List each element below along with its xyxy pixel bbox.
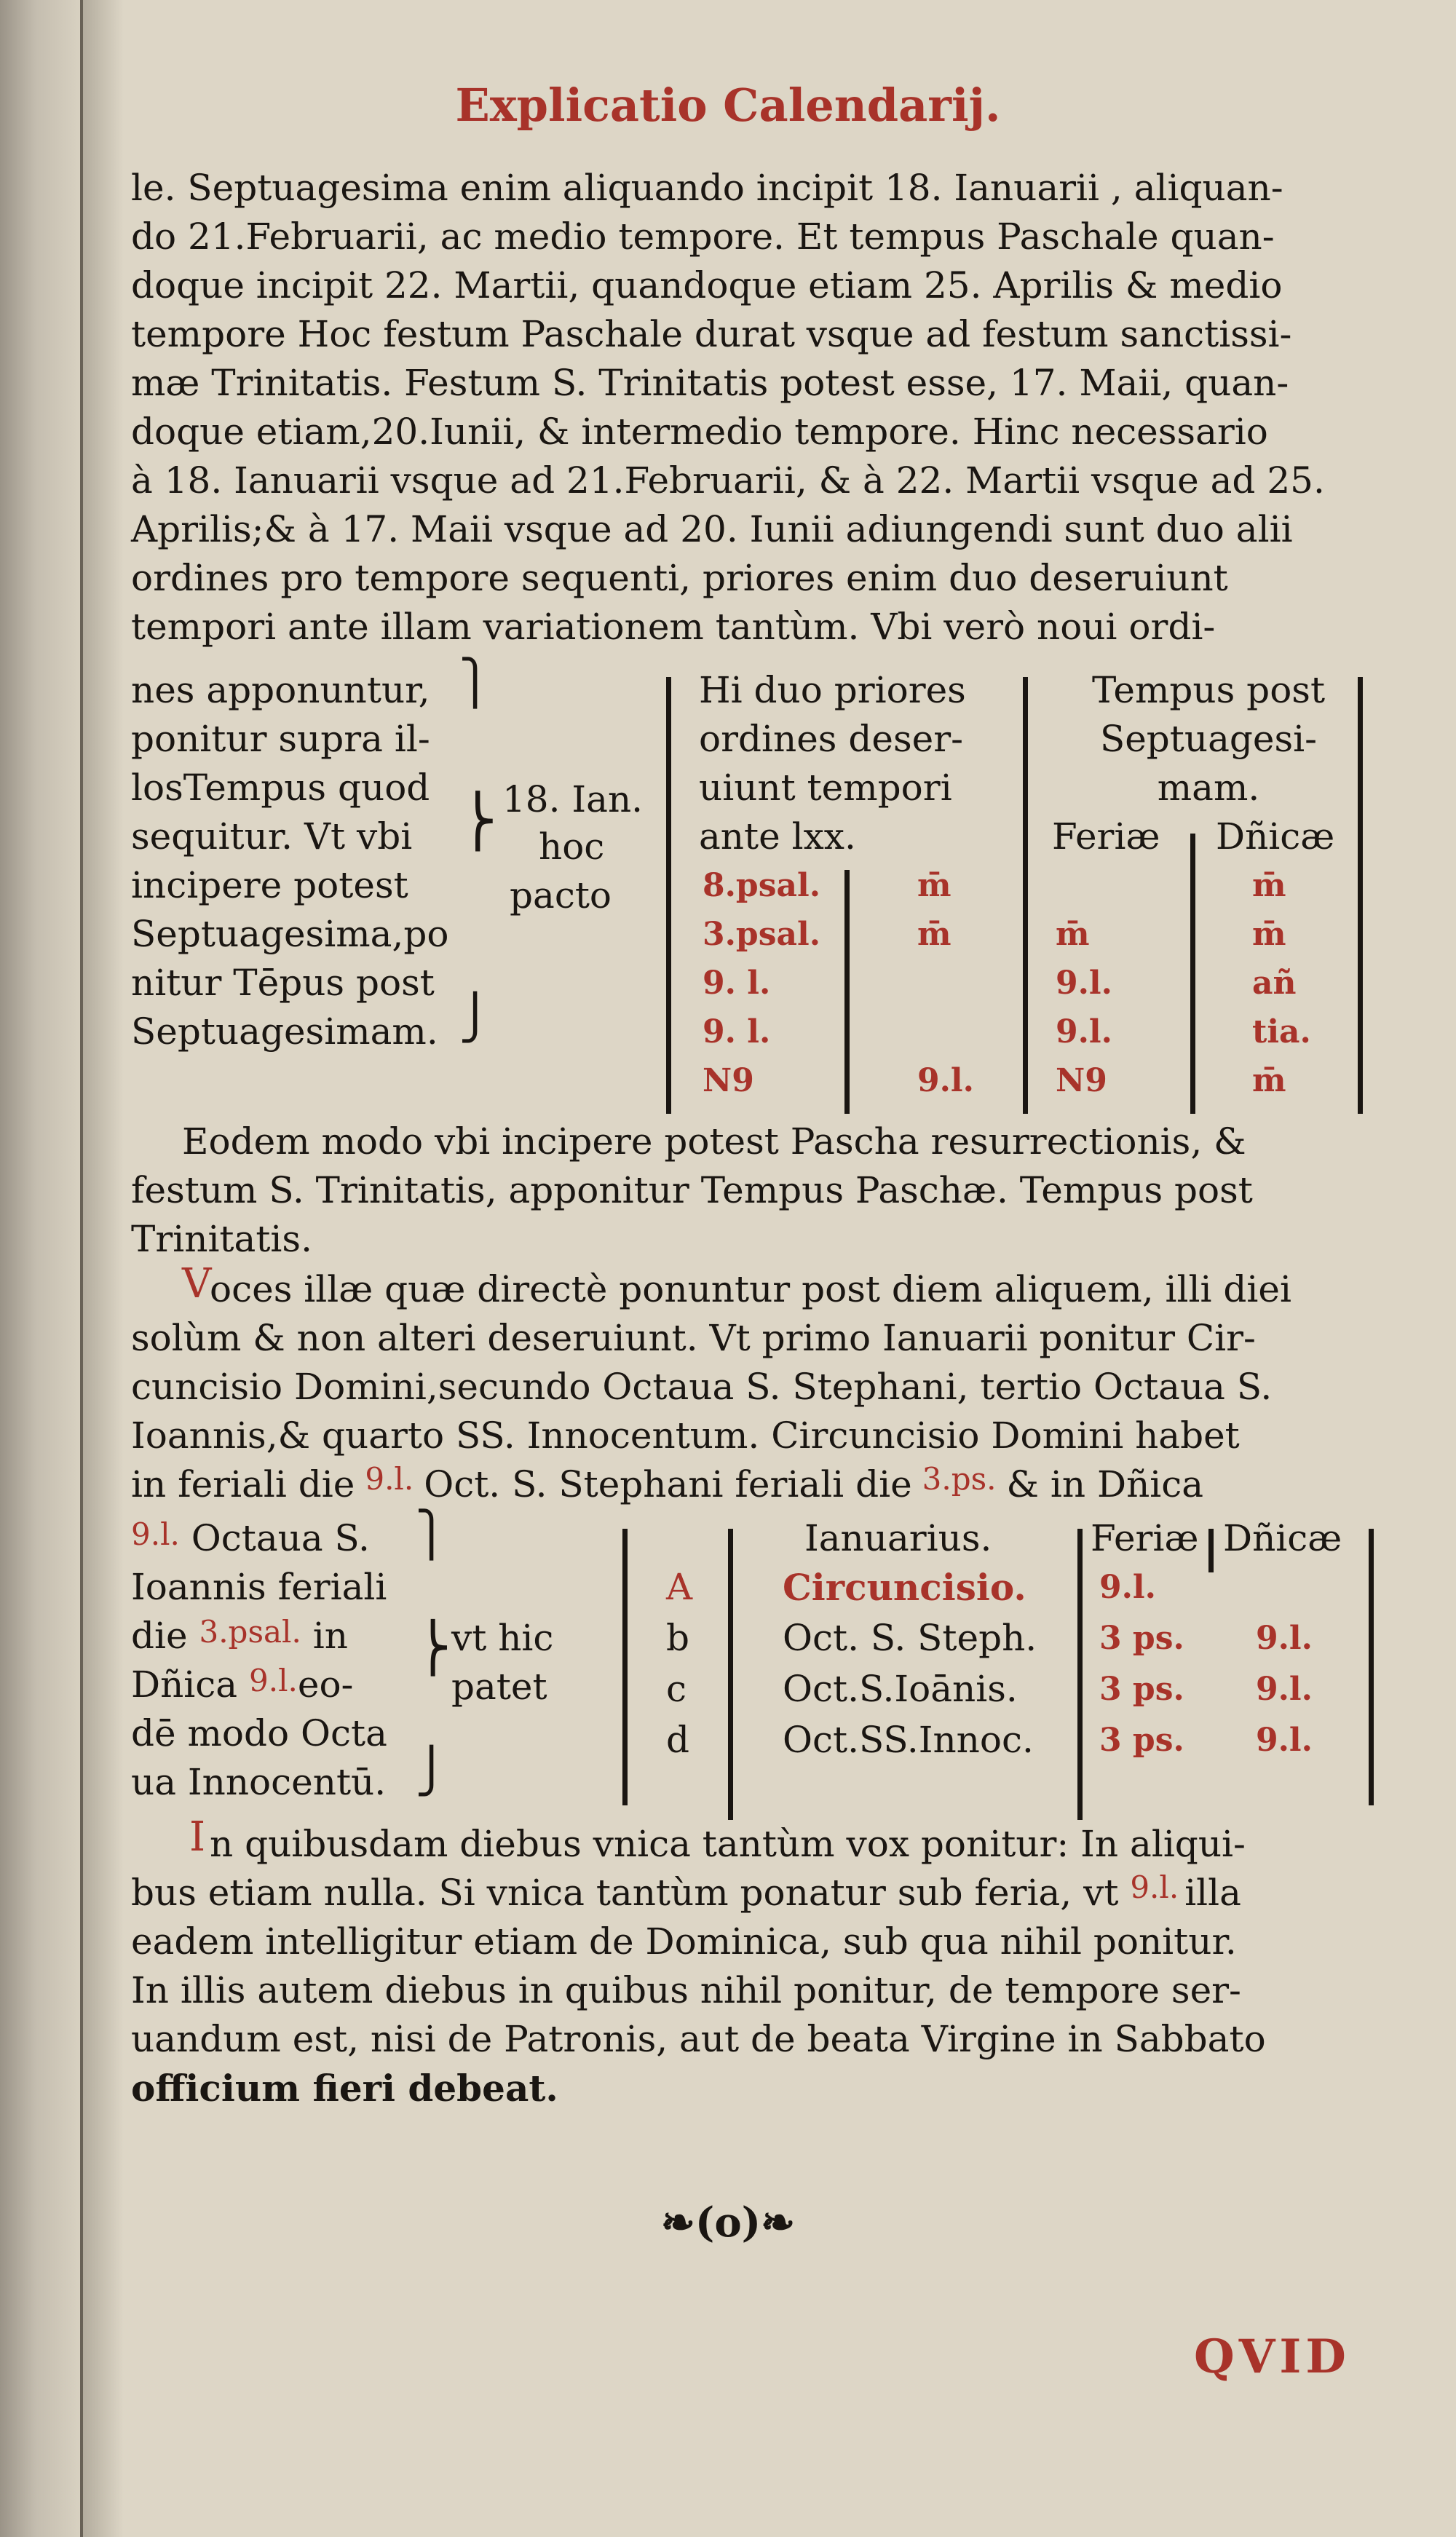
table1-left-line: ponitur supra il-: [131, 718, 430, 760]
table1-left-line: Septuagesima,po: [131, 913, 449, 955]
table1-left-line: incipere potest: [131, 864, 408, 906]
table1-left-line: nes apponuntur,: [131, 669, 430, 711]
table2-name: Oct.S.Ioānis.: [783, 1668, 1018, 1710]
table1-cell-a: 9. l.: [703, 1013, 771, 1050]
text-run: illa: [1184, 1872, 1241, 1914]
initial-i: I: [189, 1813, 206, 1861]
table1-cell-a: 9. l.: [703, 965, 771, 1002]
table2-left-line: [131, 1709, 387, 1758]
table2-left-line: [131, 1612, 387, 1661]
text-line: mæ Trinitatis. Festum S. Trinitatis potest esse, 17. Maii, quan-: [131, 362, 1289, 404]
text-run: bus etiam nulla. Si vnica tantùm ponatur sub feria, vt: [131, 1872, 1131, 1914]
initial-v: V: [182, 1260, 212, 1307]
table2-name: Oct.SS.Innoc.: [783, 1719, 1034, 1761]
text-line: le. Septuagesima enim aliquando incipit 18. Ianuarii , aliquan-: [131, 167, 1283, 209]
catchword: QVID: [1194, 2330, 1350, 2384]
red-mark: 9.l.: [131, 1516, 180, 1552]
brace-top: ⎫: [459, 657, 491, 708]
table1-left-line: sequitur. Vt vbi: [131, 815, 413, 858]
table2-feria: 3 ps.: [1099, 1671, 1184, 1708]
text-run: eadem intelligitur etiam de Dominica, sub qua nihil ponitur.: [131, 1920, 1237, 1963]
text-line: tempore Hoc festum Paschale durat vsque ad festum sanctissi-: [131, 313, 1292, 355]
text-line: [131, 1820, 1383, 1869]
table1-cell-c: m̄: [1056, 916, 1090, 953]
table1-rule-5: [1190, 834, 1195, 1114]
red-marginal-mark: 3.ps.: [922, 1461, 997, 1497]
text-run: ua Innocentū.: [131, 1761, 387, 1803]
table1-cell-b: m̄: [917, 916, 951, 953]
table1-left-line: Septuagesimam.: [131, 1010, 438, 1053]
table2-dnica: 9.l.: [1256, 1722, 1313, 1759]
table1-cell-c: N9: [1056, 1062, 1107, 1099]
table2-letter: d: [666, 1719, 690, 1761]
table1-header-line: mam.: [1157, 767, 1260, 809]
text-line: [131, 1917, 1383, 1966]
table1-cell-c: 9.l.: [1056, 965, 1112, 1002]
table1-cell-a: 3.psal.: [703, 916, 821, 953]
red-marginal-mark: 9.l.: [365, 1461, 414, 1497]
text-run: die: [131, 1615, 199, 1657]
table2-left-line: [131, 1514, 387, 1563]
text-line: [131, 2015, 1383, 2064]
table-2: [131, 1509, 1383, 1820]
table2-h-dnicae: Dñicæ: [1223, 1517, 1342, 1559]
text-run: officium fieri debeat.: [131, 2067, 558, 2110]
text-line: à 18. Ianuarii vsque ad 21.Februarii, & à 22. Martii vsque ad 25.: [131, 459, 1325, 502]
text-run: dē modo Octa: [131, 1712, 387, 1754]
text-run: in: [301, 1615, 348, 1657]
table2-left-line: [131, 1661, 387, 1709]
text-run: n quibusdam diebus vnica tantùm vox ponitur: In aliqui-: [210, 1823, 1246, 1865]
table1-cell-a: 8.psal.: [703, 867, 821, 904]
table1-left-line: nitur Tēpus post: [131, 962, 435, 1004]
red-mark: 9.l.: [1130, 1869, 1179, 1905]
table1-left-text: [131, 666, 448, 1056]
table1-cell-c: 9.l.: [1056, 1013, 1112, 1050]
table1-mid-label-2: hoc: [539, 826, 605, 868]
text-run: Ioannis feriali: [131, 1566, 387, 1608]
table2-mid-label-2: patet: [451, 1666, 547, 1708]
text-run: uandum est, nisi de Patronis, aut de beata Virgine in Sabbato: [131, 2018, 1266, 2060]
text-line: Aprilis;& à 17. Maii vsque ad 20. Iunii adiungendi sunt duo alii: [131, 508, 1293, 550]
table1-left-line: losTempus quod: [131, 767, 430, 809]
text-line: ordines pro tempore sequenti, priores enim duo deseruiunt: [131, 557, 1228, 599]
table2-letter: A: [666, 1566, 693, 1608]
page-edge: [0, 0, 83, 2537]
table1-cell-a: N9: [703, 1062, 754, 1099]
table1-col-header-1: [699, 666, 966, 861]
table1-cell-b: 9.l.: [917, 1062, 974, 1099]
table1-rule-3: [1358, 677, 1363, 1114]
table2-h-feriae: Feriæ: [1091, 1517, 1199, 1559]
table2-dnica: 9.l.: [1256, 1671, 1313, 1708]
subheader-dnicae: Dñicæ: [1216, 815, 1335, 858]
text-run: eo-: [297, 1663, 354, 1706]
table2-dnica: 9.l.: [1256, 1620, 1313, 1657]
page-ornament: ❧(o)❧: [660, 2198, 796, 2247]
paragraph-1: [131, 164, 1376, 652]
table2-left-text: [131, 1514, 387, 1807]
table1-header-line: Tempus post: [1091, 669, 1326, 711]
paragraph-2: [131, 1117, 1376, 1264]
table1-rule-2: [1023, 677, 1028, 1114]
table1-cell-b: m̄: [917, 867, 951, 904]
brace2-mid: ⎬: [415, 1620, 451, 1676]
text-line: oces illæ quæ directè ponuntur post diem aliquem, illi diei: [210, 1268, 1291, 1310]
table-1: [131, 657, 1383, 1117]
table1-mid-label-3: pacto: [510, 874, 612, 917]
table2-feria: 3 ps.: [1099, 1620, 1184, 1657]
text-line: doque incipit 22. Martii, quandoque etiam 25. Aprilis & medio: [131, 264, 1283, 306]
table2-feria: 3 ps.: [1099, 1722, 1184, 1759]
table1-header-line: uiunt tempori: [699, 767, 952, 809]
table2-letter: c: [666, 1668, 687, 1710]
table1-cell-d: añ: [1252, 965, 1297, 1002]
text-line: festum S. Trinitatis, apponitur Tempus Paschæ. Tempus post: [131, 1169, 1253, 1211]
table2-feria: 9.l.: [1099, 1569, 1156, 1606]
table1-header-line: Septuagesi-: [1099, 718, 1318, 760]
text-line: [131, 1966, 1383, 2015]
red-mark: 3.psal.: [199, 1614, 301, 1650]
table2-rule-3: [1077, 1529, 1083, 1820]
table2-rule-1: [622, 1529, 628, 1805]
table1-header-line: ante lxx.: [699, 815, 856, 858]
text-run: Octaua S.: [179, 1517, 370, 1559]
running-header: Explicatio Calendarij.: [455, 79, 1001, 132]
table2-rule-5: [1369, 1529, 1374, 1805]
text-run: In illis autem diebus in quibus nihil ponitur, de tempore ser-: [131, 1969, 1241, 2011]
text-line: [131, 2064, 1383, 2113]
table2-rule-2: [728, 1529, 733, 1820]
brace2-top: ⎫: [415, 1509, 448, 1560]
table1-rule-1: [666, 677, 671, 1114]
red-mark: 9.l.: [249, 1663, 298, 1698]
text-line: Ioannis,& quarto SS. Innocentum. Circuncisio Domini habet: [131, 1414, 1240, 1457]
text-line: [131, 1869, 1383, 1917]
text-line: cuncisio Domini,secundo Octaua S. Stephani, tertio Octaua S.: [131, 1366, 1273, 1408]
table2-mid-label-1: vt hic: [451, 1617, 554, 1659]
table1-header-line: ordines deser-: [699, 718, 963, 760]
gutter-shadow: [80, 0, 124, 2537]
table2-letter: b: [666, 1617, 690, 1659]
text-run: Oct. S. Stephani feriali die: [424, 1463, 912, 1505]
text-line: solùm & non alteri deseruiunt. Vt primo Ianuarii ponitur Cir-: [131, 1317, 1256, 1359]
subheader-feriae: Feriæ: [1052, 815, 1160, 858]
table2-left-line: [131, 1758, 387, 1807]
text-line: [131, 1460, 1383, 1509]
text-run: in feriali die: [131, 1463, 355, 1505]
text-line: do 21.Februarii, ac medio tempore. Et tempus Paschale quan-: [131, 215, 1275, 258]
table1-mid-label-1: 18. Ian.: [502, 778, 644, 820]
text-line: Trinitatis.: [131, 1218, 312, 1260]
table2-rule-4: [1208, 1529, 1214, 1572]
table1-cell-d: m̄: [1252, 916, 1286, 953]
text-run: & in Dñica: [1006, 1463, 1204, 1505]
brace2-bottom: ⎭: [415, 1746, 448, 1797]
brace-mid: ⎬: [459, 791, 497, 851]
table1-header-line: Hi duo priores: [699, 669, 966, 711]
table1-cell-d: m̄: [1252, 1062, 1286, 1099]
table2-name: Circuncisio.: [783, 1566, 1026, 1609]
table2-name: Oct. S. Steph.: [783, 1617, 1037, 1659]
table1-col-header-2: [1070, 666, 1347, 812]
table1-rule-4: [844, 870, 850, 1114]
text-line: Eodem modo vbi incipere potest Pascha resurrectionis, &: [182, 1120, 1246, 1163]
text-line: tempori ante illam variationem tantùm. Vbi verò noui ordi-: [131, 606, 1216, 648]
text-run: Dñica: [131, 1663, 249, 1706]
table2-month: Ianuarius.: [804, 1517, 992, 1559]
table1-cell-d: tia.: [1252, 1013, 1311, 1050]
table1-cell-d: m̄: [1252, 867, 1286, 904]
brace-bottom: ⎭: [459, 992, 491, 1043]
text-line: doque etiam,20.Iunii, & intermedio tempore. Hinc necessario: [131, 411, 1268, 453]
table2-left-line: [131, 1563, 387, 1612]
